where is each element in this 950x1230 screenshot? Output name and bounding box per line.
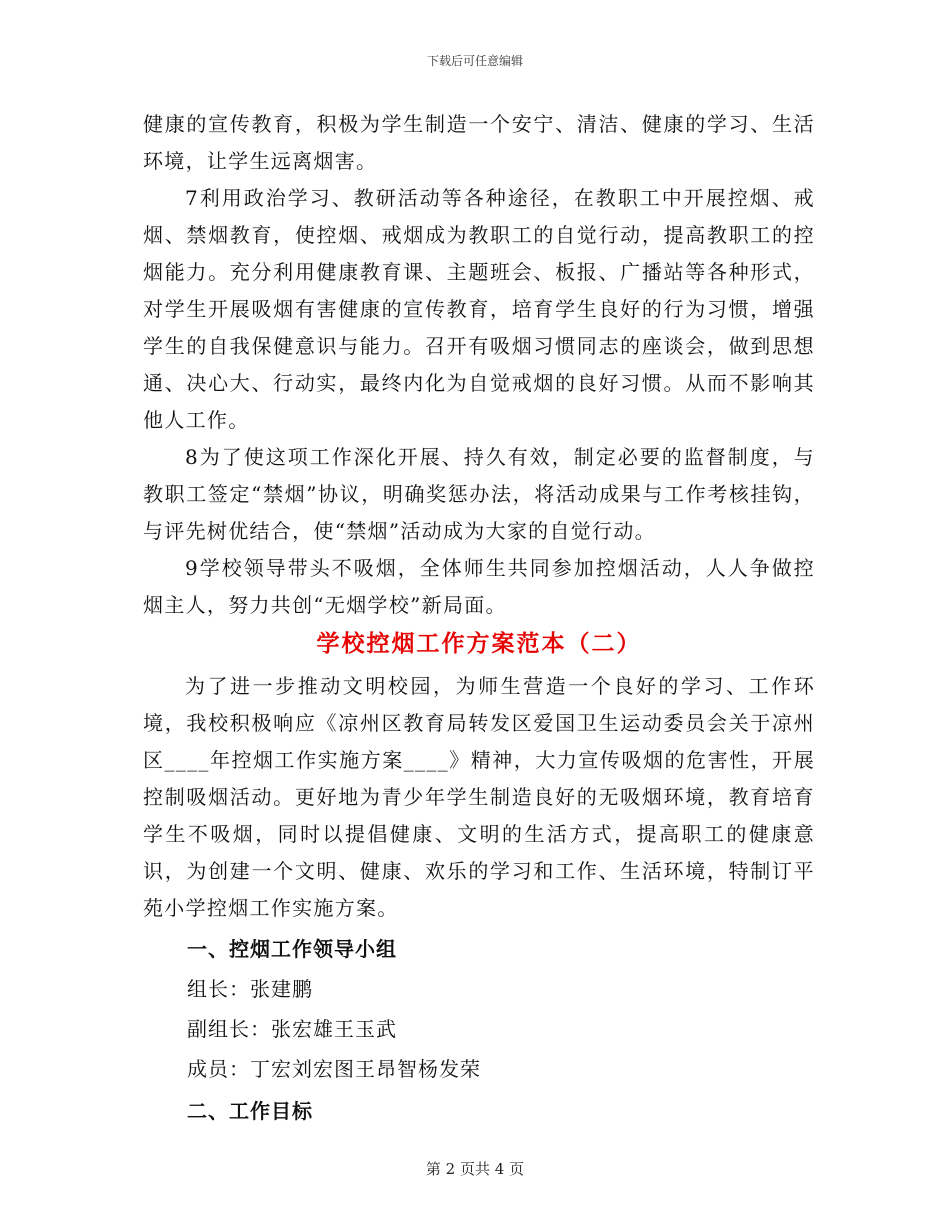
page-header: 下载后可任意编辑 [426, 54, 523, 68]
page-footer: 第 2 页共 4 页 [425, 1160, 525, 1178]
vice-leader: 副组长：张宏雄王玉武 [187, 1017, 397, 1041]
paragraph-item-7: 7利用政治学习、教研活动等各种途径，在教职工中开展控烟、戒烟、禁烟教育，使控烟、戒烟成为教职工的自觉行动，提高教职工的控烟能力。充分利用健康教育课、主题班会、板报、广播站等各种形式，对学生开展吸烟有害健康的宣传教育，培育学生良好的行为习惯，增强学生的自我保健意识与能力。召开有吸烟习惯同志的座谈会，做到思想通、决心大、行动实，最终内化为自觉戒烟的良好习惯。从而不影响其他人工作。 [143, 186, 815, 432]
document-body [143, 106, 815, 1131]
paragraph-continued: 健康的宣传教育，积极为学生制造一个安宁、清洁、健康的学习、生活环境，让学生远离烟害。 [143, 112, 815, 173]
paragraph-item-8: 8为了使这项工作深化开展、持久有效，制定必要的监督制度，与教职工签定“禁烟”协议，明确奖惩办法，将活动成果与工作考核挂钩，与评先树优结合，使“禁烟”活动成为大家的自觉行动。 [143, 445, 815, 543]
group-members: 成员：丁宏刘宏图王昂智杨发荣 [187, 1057, 481, 1081]
intro-paragraph: 为了进一步推动文明校园，为师生营造一个良好的学习、工作环境，我校积极响应《凉州区教育局转发区爱国卫生运动委员会关于凉州区____年控烟工作实施方案____》精神，大力宣传吸烟的危害性，开展控制吸烟活动。更好地为青少年学生制造良好的无吸烟环境，教育培育学生不吸烟，同时以提倡健康、文明的生活方式，提高职工的健康意识，为创建一个文明、健康、欢乐的学习和工作、生活环境，特制订平苑小学控烟工作实施方案。 [143, 674, 815, 920]
paragraph-item-9: 9学校领导带头不吸烟，全体师生共同参加控烟活动，人人争做控烟主人，努力共创“无烟学校”新局面。 [143, 556, 815, 617]
group-leader: 组长：张建鹏 [187, 977, 313, 1001]
heading-work-goals: 二、工作目标 [187, 1099, 313, 1123]
heading-leadership-group: 一、控烟工作领导小组 [187, 937, 397, 961]
section-title: 学校控烟工作方案范本（二） [316, 630, 642, 657]
